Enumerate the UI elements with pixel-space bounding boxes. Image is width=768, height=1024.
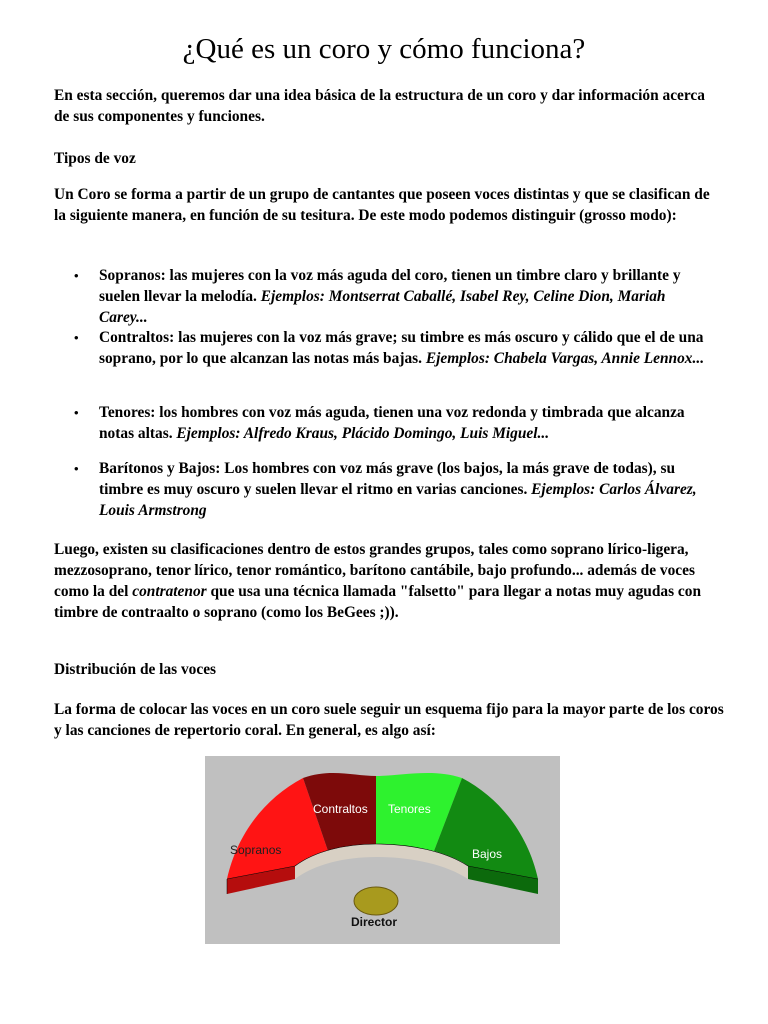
bullet-icon: • [74,268,79,283]
intro-paragraph: En esta sección, queremos dar una idea básica de la estructura de un coro y dar información acerca de sus componentes y funciones. [54,87,705,125]
classification-paragraph [54,539,724,623]
tenores-label: Tenores [388,802,431,816]
bajos-label: Bajos [472,847,503,861]
choir-distribution-diagram [205,756,560,944]
director-label: Director [351,915,398,929]
voice-description: Barítonos y Bajos: Los hombres con voz más grave (los bajos, la más grave de todas), su timbre es muy oscuro y suelen llevar el ritmo en varias canciones. [99,460,676,498]
voice-types-paragraph: Un Coro se forma a partir de un grupo de cantantes que poseen voces distintas y que se clasifican de la siguiente manera, en función de su tesitura. De este modo podemos distinguir (grosso modo): [54,186,710,224]
page-title: ¿Qué es un coro y cómo funciona? [182,33,586,65]
classification-text-end: que usa una técnica llamada "falsetto" para llegar a notas muy agudas con timbre de contraalto o soprano (como los BeGees ;)). [54,583,702,621]
distribution-paragraph: La forma de colocar las voces en un coro suele seguir un esquema fijo para la mayor parte de los coros y las canciones de repertorio coral. En general, es algo así: [54,701,724,739]
voice-examples: Ejemplos: Carlos Álvarez, Louis Armstrong [99,481,697,519]
classification-text-start: Luego, existen su clasificaciones dentro de estos grandes grupos, tales como soprano lírico-ligera, mezzosoprano, tenor lírico, tenor romántico, barítono cantábile, bajo profundo... además de voces como la del [54,541,695,600]
director-podium [354,887,398,915]
voice-description: Contraltos: las mujeres con la voz más grave; su timbre es más oscuro y cálido que el de una soprano, por lo que alcanzan las notas más bajas. [99,329,704,367]
voice-description: Tenores: los hombres con voz más aguda, tienen una voz redonda y timbrada que alcanza notas altas. [99,404,685,442]
list-item [54,458,709,521]
bullet-icon: • [74,330,79,345]
voice-description: Sopranos: las mujeres con la voz más aguda del coro, tienen un timbre claro y brillante y suelen llevar la melodía. [99,267,681,305]
section-heading-voice-types: Tipos de voz [54,150,136,167]
sopranos-label: Sopranos [230,843,282,857]
voice-examples: Ejemplos: Montserrat Caballé, Isabel Rey, Celine Dion, Mariah Carey... [99,288,666,326]
list-item [54,327,709,369]
voice-examples: Ejemplos: Chabela Vargas, Annie Lennox... [425,350,705,367]
contraltos-label: Contraltos [313,802,368,816]
voice-examples: Ejemplos: Alfredo Kraus, Plácido Domingo, Luis Miguel... [176,425,550,442]
bullet-icon: • [74,405,79,420]
classification-italic-term: contratenor [132,583,207,600]
section-heading-distribution: Distribución de las voces [54,661,217,678]
bullet-icon: • [74,461,79,476]
list-item [54,265,709,328]
list-item [54,402,709,444]
